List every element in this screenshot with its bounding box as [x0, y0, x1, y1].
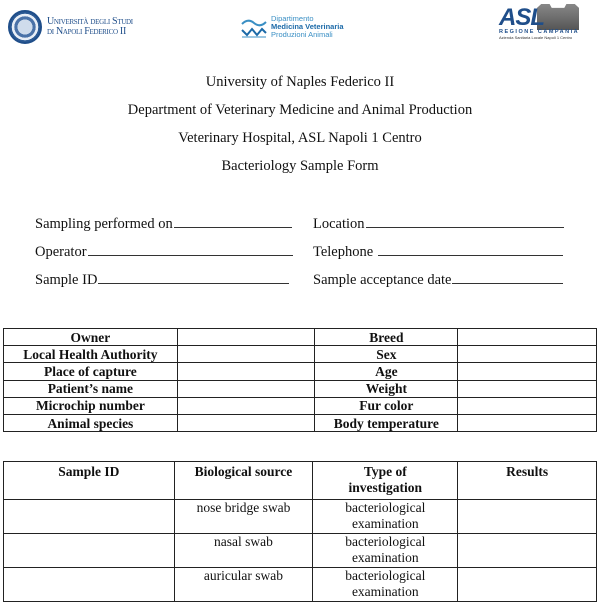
location-label: Location [313, 216, 365, 232]
sample-id-label: Sample ID [35, 272, 98, 288]
table-row [4, 568, 597, 602]
sample-acceptance-date-field [313, 271, 563, 289]
department-logo-line1: Dipartimento [271, 14, 314, 23]
table-row [4, 414, 597, 431]
sampling-performed-on-input[interactable] [174, 215, 292, 228]
microchip-number-label: Microchip number [4, 397, 178, 414]
age-label: Age [315, 363, 458, 380]
asl-logo-subtitle: Azienda Sanitaria Locale Napoli 1 Centro [499, 35, 573, 40]
age-input[interactable] [458, 363, 597, 380]
body-temperature-label: Body temperature [315, 414, 458, 431]
location-field [313, 215, 564, 233]
table-row [4, 397, 597, 414]
form-title: Bacteriology Sample Form [221, 158, 379, 174]
breed-input[interactable] [458, 329, 597, 346]
column-header-biological-source: Biological source [174, 462, 313, 500]
investigation-cell: bacteriological examination [313, 568, 458, 602]
hospital-heading: Veterinary Hospital, ASL Napoli 1 Centro [178, 130, 422, 146]
animal-species-input[interactable] [177, 414, 315, 431]
biological-source-cell: nasal swab [174, 534, 313, 568]
department-logo [240, 12, 350, 42]
table-header-row [4, 462, 597, 500]
breed-label: Breed [315, 329, 458, 346]
sample-acceptance-date-input[interactable] [452, 271, 563, 284]
telephone-label: Telephone [313, 244, 374, 260]
patients-name-input[interactable] [177, 380, 315, 397]
weight-label: Weight [315, 380, 458, 397]
sample-id-cell[interactable] [4, 500, 175, 534]
telephone-field [313, 243, 563, 261]
operator-input[interactable] [88, 243, 293, 256]
university-logo-line2: di Napoli Federico II [47, 26, 126, 37]
university-logo [8, 8, 143, 46]
local-health-authority-label: Local Health Authority [4, 346, 178, 363]
sample-id-cell[interactable] [4, 568, 175, 602]
department-logo-text [271, 15, 344, 39]
results-cell[interactable] [458, 534, 597, 568]
sex-input[interactable] [458, 346, 597, 363]
table-row [4, 534, 597, 568]
table-row [4, 329, 597, 346]
owner-label: Owner [4, 329, 178, 346]
animal-info-table [3, 328, 597, 432]
location-input[interactable] [366, 215, 564, 228]
owner-input[interactable] [177, 329, 315, 346]
sex-label: Sex [315, 346, 458, 363]
results-cell[interactable] [458, 500, 597, 534]
column-header-sample-id: Sample ID [4, 462, 175, 500]
biological-source-cell: nose bridge swab [174, 500, 313, 534]
sampling-performed-on-field [35, 215, 292, 233]
investigation-cell: bacteriological examination [313, 500, 458, 534]
place-of-capture-label: Place of capture [4, 363, 178, 380]
table-row [4, 380, 597, 397]
table-row [4, 500, 597, 534]
patients-name-label: Patient’s name [4, 380, 178, 397]
department-logo-line2: Medicina Veterinaria [271, 22, 344, 31]
table-row [4, 346, 597, 363]
university-logo-line1: Università degli Studi [47, 16, 133, 27]
local-health-authority-input[interactable] [177, 346, 315, 363]
biological-source-cell: auricular swab [174, 568, 313, 602]
sample-id-cell[interactable] [4, 534, 175, 568]
column-header-type-of-investigation: Type of investigation [313, 462, 458, 500]
wave-animal-icon [240, 16, 268, 38]
department-logo-line3: Produzioni Animali [271, 30, 333, 39]
telephone-input[interactable] [378, 243, 563, 256]
department-heading: Department of Veterinary Medicine and Animal Production [127, 102, 473, 118]
results-cell[interactable] [458, 568, 597, 602]
fur-color-input[interactable] [458, 397, 597, 414]
university-logo-text [47, 17, 133, 37]
sample-acceptance-date-label: Sample acceptance date [313, 272, 452, 288]
fur-color-label: Fur color [315, 397, 458, 414]
operator-field [35, 243, 293, 261]
asl-logo-region: REGIONE CAMPANIA [499, 29, 580, 35]
table-row [4, 363, 597, 380]
asl-logo [497, 4, 597, 40]
investigation-cell: bacteriological examination [313, 534, 458, 568]
animal-species-label: Animal species [4, 414, 178, 431]
place-of-capture-input[interactable] [177, 363, 315, 380]
sample-table [3, 461, 597, 602]
weight-input[interactable] [458, 380, 597, 397]
column-header-results: Results [458, 462, 597, 500]
university-seal-icon [8, 10, 42, 44]
institution-heading: University of Naples Federico II [205, 74, 395, 90]
sample-id-input[interactable] [98, 271, 289, 284]
sample-id-field [35, 271, 289, 289]
body-temperature-input[interactable] [458, 414, 597, 431]
asl-logo-name: ASL [499, 4, 544, 31]
microchip-number-input[interactable] [177, 397, 315, 414]
sampling-performed-on-label: Sampling performed on [35, 216, 173, 232]
operator-label: Operator [35, 244, 87, 260]
